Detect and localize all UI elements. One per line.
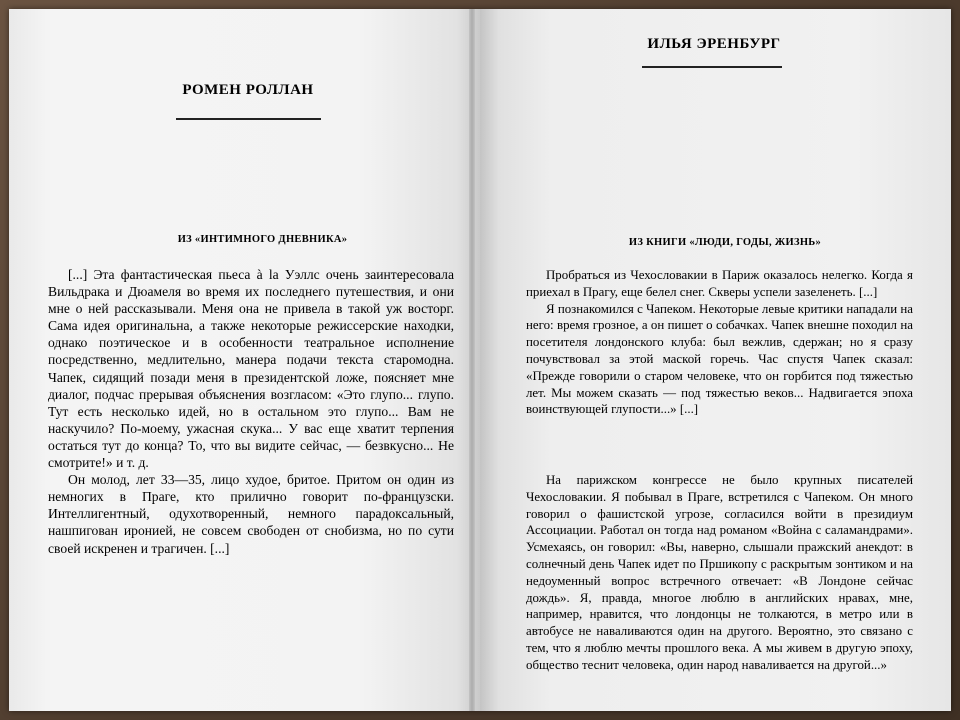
left-body-text	[48, 266, 454, 557]
left-section-title: ИЗ «ИНТИМНОГО ДНЕВНИКА»	[177, 234, 348, 245]
left-paragraph-1: [...] Эта фантастическая пьеса à la Уэллс очень заинтересовала Вильдрака и Дюамеля во время их последнего путешествия, и они мне о ней рассказывали. Меня она не привела в такой уж восторг. Сама идея оригинальна, а также некоторые режиссерские находки, однако поэтическое и в особенности театральное исполнение посредственно, медлительно, манера подачи текста старомодна. Чапек, сидящий позади меня в президентской ложе, поясняет мне диалог, подчас прерывая объяснения возгласом: «Это глупо... глупо. Тут есть несколько идей, но в остальном это глупо... Вам не наскучило? По-моему, ужасная скука... У вас еще хватит терпения остаться тут до конца? То, что вы видите сейчас, — безвкусно... Не смотрите!» и т. д.	[48, 267, 454, 471]
right-heading-rule	[642, 66, 782, 68]
right-author-heading: ИЛЬЯ ЭРЕНБУРГ	[647, 36, 781, 52]
right-paragraph-3: На парижском конгрессе не было крупных писателей Чехословакии. Я побывал в Праге, встретился с Чапеком. Он много говорил о фашистской угрозе, согласился войти в президиум Ассоциации. Работал он тогда над романом «Война с саламандрами». Усмехаясь, он говорил: «Вы, наверно, слышали пражский анекдот: в солнечный день Чапек идет по Пршикопу с раскрытым зонтиком и на недоуменный вопрос встречного отвечает: «В Лондоне сейчас дождь». Я, правда, многое люблю в английских нравах, мне, например, нравится, что лондонцы не толкаются, в метро или в автобусе не наваливаются один на другого. Вероятно, это связано с тем, что я люблю мечты прошлого века. А мы живем в другую эпоху, общество теснит человека, один народ наваливается на другой...»	[526, 473, 913, 672]
right-section-title: ИЗ КНИГИ «ЛЮДИ, ГОДЫ, ЖИЗНЬ»	[628, 237, 822, 248]
right-paragraph-1: Пробраться из Чехословакии в Париж оказалось нелегко. Когда я приехал в Прагу, еще белел снег. Скверы успели зазеленеть. [...]	[526, 268, 913, 299]
right-body-text-block-2	[526, 472, 913, 674]
left-author-heading: РОМЕН РОЛЛАН	[182, 82, 314, 98]
right-body-text-block-1	[526, 267, 913, 418]
left-paragraph-2: Он молод, лет 33—35, лицо худое, бритое. Притом он один из немногих в Праге, кто прилично говорит по-французски. Интеллигентный, одухотворенный, немного парадоксальный, нашпигован иронией, не совсем свободен от снобизма, но по сути своей искренен и трагичен. [...]	[48, 472, 454, 556]
right-paragraph-2: Я познакомился с Чапеком. Некоторые левые критики нападали на него: время грозное, а он пишет о собачках. Чапек внешне походил на посетителя лондонского клуба: был вежлив, сдержан; но я сразу почувствовал за этой маской горечь. Час спустя Чапек сказал: «Прежде говорили о старом человеке, что он горбится под тяжестью лет. Мы можем сказать — под тяжестью веков... Надвигается эпоха воинствующей глупости...» [...]	[526, 301, 913, 417]
left-heading-rule	[176, 118, 321, 120]
